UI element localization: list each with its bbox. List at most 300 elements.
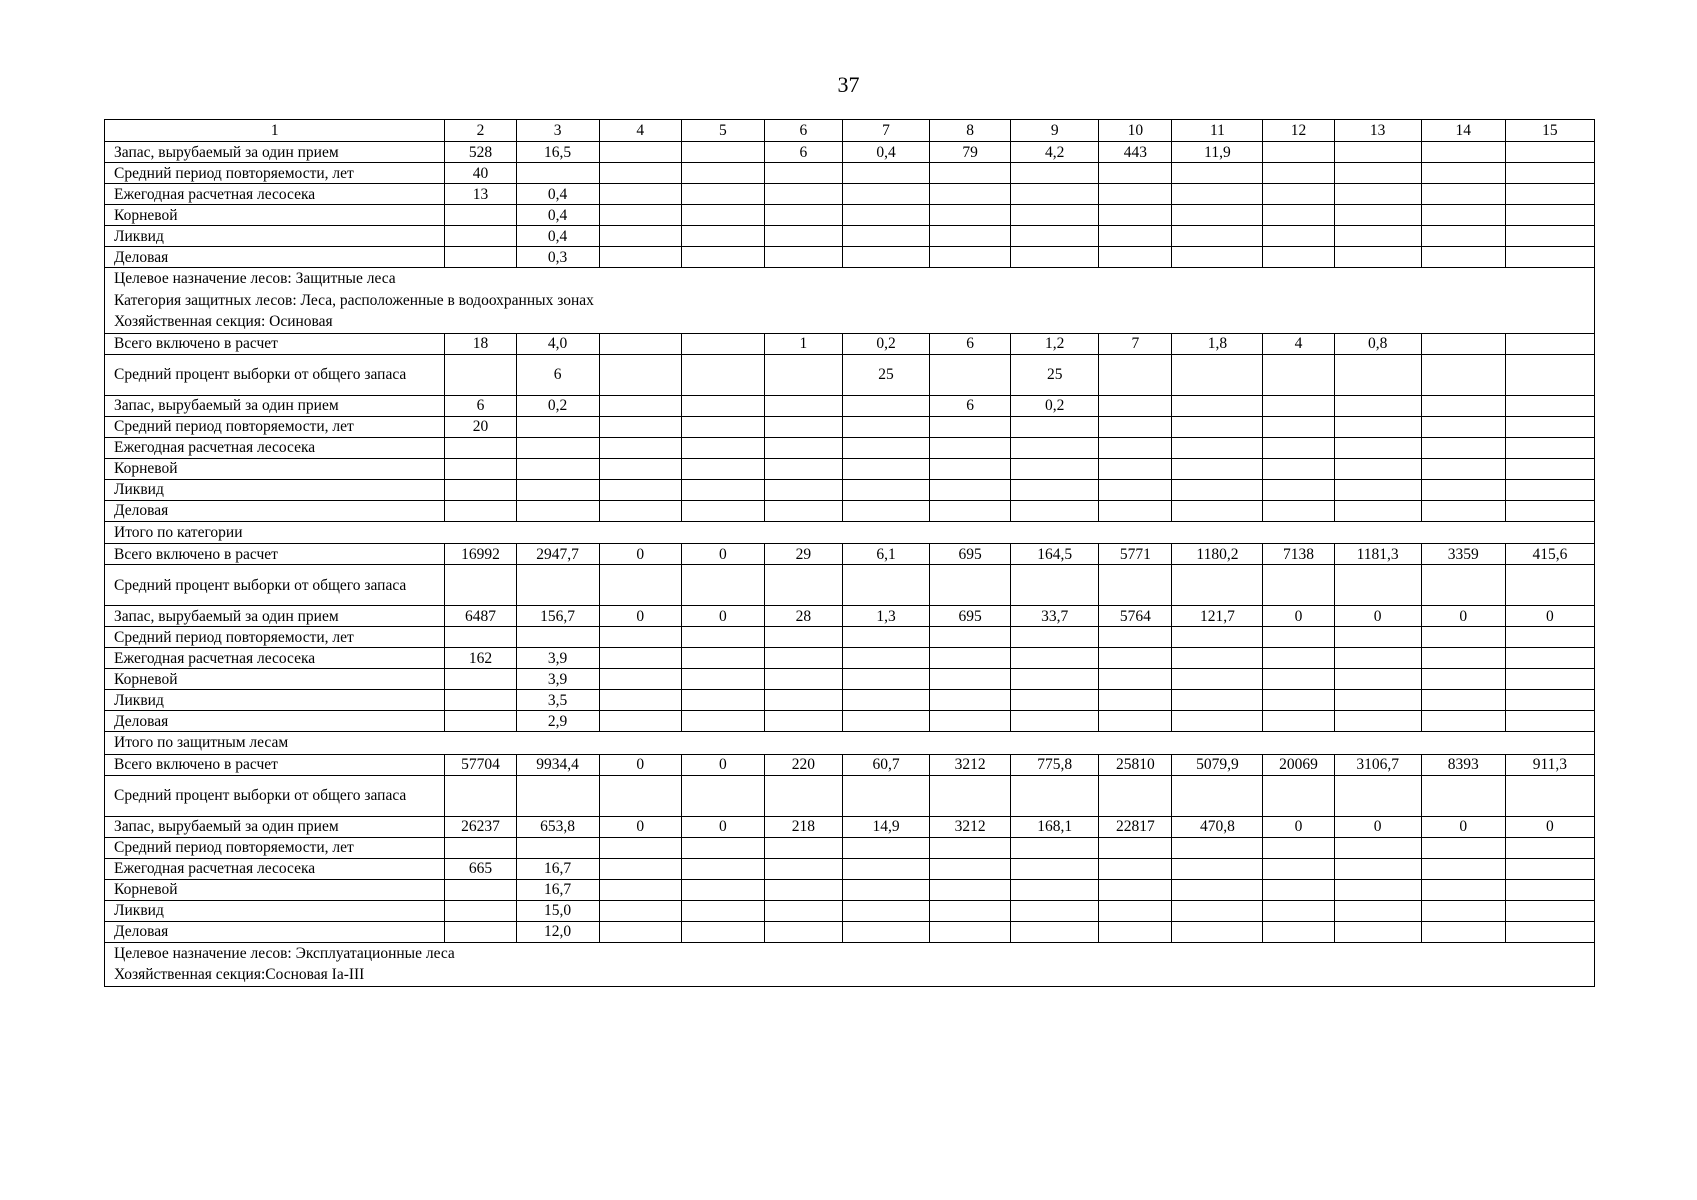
table-cell: 3212 — [930, 754, 1011, 775]
table-cell — [1099, 921, 1172, 942]
table-cell — [1421, 163, 1505, 184]
table-cell — [599, 500, 681, 521]
row-label: Ликвид — [105, 690, 445, 711]
table-cell — [764, 921, 842, 942]
table-cell — [842, 458, 929, 479]
table-cell — [1172, 184, 1263, 205]
table-cell — [1421, 184, 1505, 205]
table-cell: 60,7 — [842, 754, 929, 775]
table-cell — [1099, 690, 1172, 711]
table-cell — [599, 690, 681, 711]
row-label: Средний период повторяемости, лет — [105, 837, 445, 858]
table-cell — [1505, 395, 1594, 416]
table-cell: 16,5 — [516, 142, 599, 163]
table-cell — [930, 226, 1011, 247]
table-cell: 528 — [445, 142, 516, 163]
table-cell: 6 — [516, 354, 599, 395]
table-cell — [445, 479, 516, 500]
table-cell: 3,9 — [516, 669, 599, 690]
row-label: Средний процент выборки от общего запаса — [105, 354, 445, 395]
table-row — [105, 690, 1595, 711]
table-cell — [1172, 858, 1263, 879]
table-cell — [599, 648, 681, 669]
table-cell — [842, 500, 929, 521]
table-cell — [1011, 500, 1099, 521]
table-cell — [1263, 900, 1334, 921]
table-cell: 0,4 — [516, 184, 599, 205]
table-cell — [1263, 142, 1334, 163]
table-cell — [764, 690, 842, 711]
row-label: Средний период повторяемости, лет — [105, 416, 445, 437]
table-cell — [445, 900, 516, 921]
table-cell — [1334, 565, 1421, 606]
table-cell — [1172, 711, 1263, 732]
table-cell — [1421, 879, 1505, 900]
table-row — [105, 395, 1595, 416]
table-cell: 0,8 — [1334, 333, 1421, 354]
table-cell — [516, 775, 599, 816]
table-cell — [930, 775, 1011, 816]
table-cell — [1421, 395, 1505, 416]
table-cell — [599, 479, 681, 500]
table-cell — [681, 879, 764, 900]
table-cell: 6,1 — [842, 544, 929, 565]
row-label: Ликвид — [105, 226, 445, 247]
table-cell — [1505, 142, 1594, 163]
table-cell — [1011, 184, 1099, 205]
table-cell — [516, 479, 599, 500]
table-cell — [842, 565, 929, 606]
table-cell — [681, 711, 764, 732]
table-cell — [1421, 627, 1505, 648]
table-cell: 0,4 — [516, 226, 599, 247]
section-heading-row — [105, 732, 1595, 755]
section-heading-line: Хозяйственная секция:Сосновая Iа-III — [114, 966, 365, 983]
table-cell — [1099, 458, 1172, 479]
table-cell — [764, 184, 842, 205]
table-cell — [599, 858, 681, 879]
table-cell — [681, 184, 764, 205]
table-cell: 0 — [1505, 816, 1594, 837]
table-cell — [930, 247, 1011, 268]
table-cell — [842, 226, 929, 247]
table-cell — [930, 669, 1011, 690]
table-cell — [681, 142, 764, 163]
table-row — [105, 565, 1595, 606]
table-cell — [764, 565, 842, 606]
column-number-row — [105, 120, 1595, 142]
table-row — [105, 184, 1595, 205]
table-cell — [1172, 690, 1263, 711]
table-cell — [445, 458, 516, 479]
table-cell — [930, 921, 1011, 942]
table-cell — [930, 837, 1011, 858]
table-cell — [1334, 163, 1421, 184]
table-cell — [1172, 247, 1263, 268]
table-cell — [1334, 648, 1421, 669]
section-heading-row — [105, 942, 1595, 986]
table-cell — [1263, 184, 1334, 205]
table-cell: 0 — [681, 606, 764, 627]
table-cell: 16,7 — [516, 858, 599, 879]
table-cell — [1011, 437, 1099, 458]
table-cell: 164,5 — [1011, 544, 1099, 565]
table-cell — [1421, 437, 1505, 458]
table-cell — [764, 711, 842, 732]
table-cell: 0 — [599, 816, 681, 837]
table-cell — [599, 669, 681, 690]
table-cell — [1172, 395, 1263, 416]
table-cell — [930, 500, 1011, 521]
table-cell — [842, 247, 929, 268]
table-cell: 162 — [445, 648, 516, 669]
table-cell — [1421, 648, 1505, 669]
table-cell: 18 — [445, 333, 516, 354]
table-cell — [681, 900, 764, 921]
table-cell — [681, 205, 764, 226]
table-cell — [1263, 416, 1334, 437]
table-cell: 6487 — [445, 606, 516, 627]
table-cell — [1334, 479, 1421, 500]
table-cell — [1334, 247, 1421, 268]
table-cell — [516, 837, 599, 858]
table-cell — [445, 921, 516, 942]
table-row — [105, 142, 1595, 163]
table-cell — [599, 565, 681, 606]
table-cell — [1011, 858, 1099, 879]
table-row — [105, 669, 1595, 690]
table-cell — [1334, 921, 1421, 942]
table-cell — [1011, 479, 1099, 500]
column-number-cell: 1 — [105, 120, 445, 142]
table-row — [105, 648, 1595, 669]
section-heading — [105, 942, 1595, 986]
table-cell — [1172, 479, 1263, 500]
table-row — [105, 479, 1595, 500]
table-cell — [1099, 711, 1172, 732]
table-cell — [1263, 837, 1334, 858]
table-cell — [599, 247, 681, 268]
table-cell — [681, 648, 764, 669]
table-cell — [1099, 669, 1172, 690]
table-cell: 0,3 — [516, 247, 599, 268]
table-cell: 121,7 — [1172, 606, 1263, 627]
table-cell — [445, 247, 516, 268]
table-cell — [681, 565, 764, 606]
column-number-cell: 15 — [1505, 120, 1594, 142]
table-row — [105, 900, 1595, 921]
table-cell — [1099, 184, 1172, 205]
column-number-cell: 10 — [1099, 120, 1172, 142]
table-cell: 0 — [1263, 816, 1334, 837]
table-cell — [1421, 416, 1505, 437]
table-cell — [1172, 500, 1263, 521]
table-cell — [445, 437, 516, 458]
table-cell — [516, 416, 599, 437]
section-heading-line: Хозяйственная секция: Осиновая — [114, 313, 333, 330]
table-cell — [1334, 184, 1421, 205]
table-cell — [1099, 437, 1172, 458]
table-cell — [930, 627, 1011, 648]
table-cell — [1334, 775, 1421, 816]
column-number-cell: 5 — [681, 120, 764, 142]
table-cell — [516, 565, 599, 606]
table-cell: 57704 — [445, 754, 516, 775]
table-cell: 0 — [681, 816, 764, 837]
table-cell — [445, 711, 516, 732]
table-cell: 20069 — [1263, 754, 1334, 775]
table-cell: 3,5 — [516, 690, 599, 711]
table-cell — [842, 648, 929, 669]
table-cell — [930, 163, 1011, 184]
table-cell — [764, 163, 842, 184]
table-cell — [1172, 226, 1263, 247]
table-cell: 22817 — [1099, 816, 1172, 837]
table-cell — [1421, 500, 1505, 521]
table-cell — [1334, 354, 1421, 395]
row-label: Корневой — [105, 669, 445, 690]
table-row — [105, 627, 1595, 648]
table-cell — [1421, 921, 1505, 942]
table-cell — [1421, 690, 1505, 711]
table-cell — [1505, 500, 1594, 521]
table-cell — [1011, 247, 1099, 268]
table-cell — [1263, 648, 1334, 669]
row-label: Корневой — [105, 458, 445, 479]
table-cell — [842, 900, 929, 921]
row-label: Деловая — [105, 247, 445, 268]
table-row — [105, 333, 1595, 354]
table-cell — [930, 416, 1011, 437]
table-cell: 6 — [445, 395, 516, 416]
table-cell — [445, 669, 516, 690]
table-cell: 13 — [445, 184, 516, 205]
table-cell: 2947,7 — [516, 544, 599, 565]
table-cell — [599, 921, 681, 942]
column-number-cell: 6 — [764, 120, 842, 142]
row-label: Средний процент выборки от общего запаса — [105, 565, 445, 606]
table-cell — [842, 669, 929, 690]
table-cell — [1099, 775, 1172, 816]
table-row — [105, 163, 1595, 184]
table-cell — [1263, 711, 1334, 732]
table-cell — [930, 690, 1011, 711]
table-cell: 415,6 — [1505, 544, 1594, 565]
table-cell — [1505, 333, 1594, 354]
table-cell: 15,0 — [516, 900, 599, 921]
section-heading — [105, 732, 1595, 755]
table-cell — [1334, 900, 1421, 921]
table-cell — [1263, 669, 1334, 690]
table-cell — [1505, 565, 1594, 606]
table-cell — [1172, 921, 1263, 942]
table-cell — [445, 500, 516, 521]
table-cell — [1011, 711, 1099, 732]
table-cell: 653,8 — [516, 816, 599, 837]
table-cell — [764, 669, 842, 690]
row-label: Средний период повторяемости, лет — [105, 163, 445, 184]
row-label: Ликвид — [105, 479, 445, 500]
table-cell: 5079,9 — [1172, 754, 1263, 775]
table-cell — [842, 205, 929, 226]
table-cell: 28 — [764, 606, 842, 627]
table-cell — [1263, 226, 1334, 247]
table-cell: 25 — [1011, 354, 1099, 395]
table-cell — [445, 565, 516, 606]
row-label: Ежегодная расчетная лесосека — [105, 184, 445, 205]
table-cell: 11,9 — [1172, 142, 1263, 163]
table-cell — [445, 354, 516, 395]
table-cell: 1,2 — [1011, 333, 1099, 354]
table-cell — [681, 690, 764, 711]
table-cell — [1011, 879, 1099, 900]
section-heading-line: Итого по категории — [114, 523, 243, 541]
table-cell: 3106,7 — [1334, 754, 1421, 775]
table-cell: 14,9 — [842, 816, 929, 837]
table-cell: 1,8 — [1172, 333, 1263, 354]
table-cell — [1505, 775, 1594, 816]
table-cell — [1263, 437, 1334, 458]
row-label: Запас, вырубаемый за один прием — [105, 606, 445, 627]
table-cell — [1505, 184, 1594, 205]
table-cell — [516, 627, 599, 648]
table-cell: 2,9 — [516, 711, 599, 732]
table-cell — [599, 837, 681, 858]
table-cell: 25810 — [1099, 754, 1172, 775]
table-cell — [1421, 247, 1505, 268]
table-cell — [930, 437, 1011, 458]
row-label: Корневой — [105, 205, 445, 226]
table-cell: 470,8 — [1172, 816, 1263, 837]
table-cell — [1334, 205, 1421, 226]
table-cell — [1263, 205, 1334, 226]
table-cell — [445, 837, 516, 858]
table-cell: 0 — [1421, 606, 1505, 627]
table-cell — [516, 500, 599, 521]
column-number-cell: 3 — [516, 120, 599, 142]
table-row — [105, 437, 1595, 458]
table-row — [105, 754, 1595, 775]
table-cell — [1172, 837, 1263, 858]
table-cell — [1421, 565, 1505, 606]
table-cell — [599, 437, 681, 458]
table-cell — [681, 437, 764, 458]
table-cell — [842, 837, 929, 858]
table-cell — [764, 627, 842, 648]
table-cell: 79 — [930, 142, 1011, 163]
column-number-cell: 4 — [599, 120, 681, 142]
table-cell — [1172, 354, 1263, 395]
table-cell — [1263, 879, 1334, 900]
row-label: Корневой — [105, 879, 445, 900]
table-cell: 4,0 — [516, 333, 599, 354]
table-cell — [1011, 921, 1099, 942]
table-cell — [1334, 142, 1421, 163]
table-cell — [1505, 479, 1594, 500]
table-cell — [681, 858, 764, 879]
table-cell — [1505, 669, 1594, 690]
table-cell — [1421, 479, 1505, 500]
table-cell — [1172, 775, 1263, 816]
table-cell: 0 — [1334, 816, 1421, 837]
table-cell — [681, 837, 764, 858]
table-cell — [1505, 247, 1594, 268]
table-cell — [1263, 690, 1334, 711]
table-cell: 9934,4 — [516, 754, 599, 775]
row-label: Запас, вырубаемый за один прием — [105, 395, 445, 416]
table-cell — [1099, 416, 1172, 437]
table-cell — [930, 458, 1011, 479]
table-cell: 1,3 — [842, 606, 929, 627]
page-number: 37 — [837, 72, 860, 97]
table-cell — [681, 226, 764, 247]
table-cell — [1505, 458, 1594, 479]
table-cell — [1172, 879, 1263, 900]
table-cell: 0,4 — [516, 205, 599, 226]
section-heading-line: Категория защитных лесов: Леса, расположенные в водоохранных зонах — [114, 291, 594, 309]
table-cell: 0 — [1334, 606, 1421, 627]
table-cell — [842, 184, 929, 205]
table-cell — [842, 479, 929, 500]
table-cell: 695 — [930, 544, 1011, 565]
table-cell: 6 — [764, 142, 842, 163]
table-cell — [764, 775, 842, 816]
table-cell — [1011, 226, 1099, 247]
table-cell — [599, 354, 681, 395]
table-cell — [1099, 627, 1172, 648]
row-label: Ликвид — [105, 900, 445, 921]
table-cell: 156,7 — [516, 606, 599, 627]
table-cell — [1421, 711, 1505, 732]
table-cell — [1421, 226, 1505, 247]
table-cell — [1099, 226, 1172, 247]
table-cell — [1263, 247, 1334, 268]
table-cell — [1334, 395, 1421, 416]
table-cell — [842, 711, 929, 732]
table-cell: 12,0 — [516, 921, 599, 942]
section-heading-row — [105, 268, 1595, 334]
table-cell: 16,7 — [516, 879, 599, 900]
table-cell — [764, 395, 842, 416]
table-cell: 220 — [764, 754, 842, 775]
table-cell — [1099, 163, 1172, 184]
table-cell — [1334, 837, 1421, 858]
table-cell — [1011, 163, 1099, 184]
table-cell — [599, 142, 681, 163]
table-cell — [1421, 775, 1505, 816]
section-heading-line: Итого по защитным лесам — [114, 734, 289, 751]
table-cell — [1421, 354, 1505, 395]
table-cell — [930, 879, 1011, 900]
table-cell — [1334, 437, 1421, 458]
table-row — [105, 458, 1595, 479]
table-row — [105, 606, 1595, 627]
table-cell — [599, 711, 681, 732]
table-cell — [1263, 354, 1334, 395]
table-cell — [1505, 711, 1594, 732]
table-cell — [764, 900, 842, 921]
table-cell — [1172, 669, 1263, 690]
table-cell — [1505, 163, 1594, 184]
row-label: Деловая — [105, 711, 445, 732]
table-cell — [764, 879, 842, 900]
table-cell — [1099, 395, 1172, 416]
table-cell — [1505, 837, 1594, 858]
section-heading-row — [105, 521, 1595, 544]
table-cell: 0 — [681, 544, 764, 565]
row-label: Деловая — [105, 921, 445, 942]
table-row — [105, 775, 1595, 816]
